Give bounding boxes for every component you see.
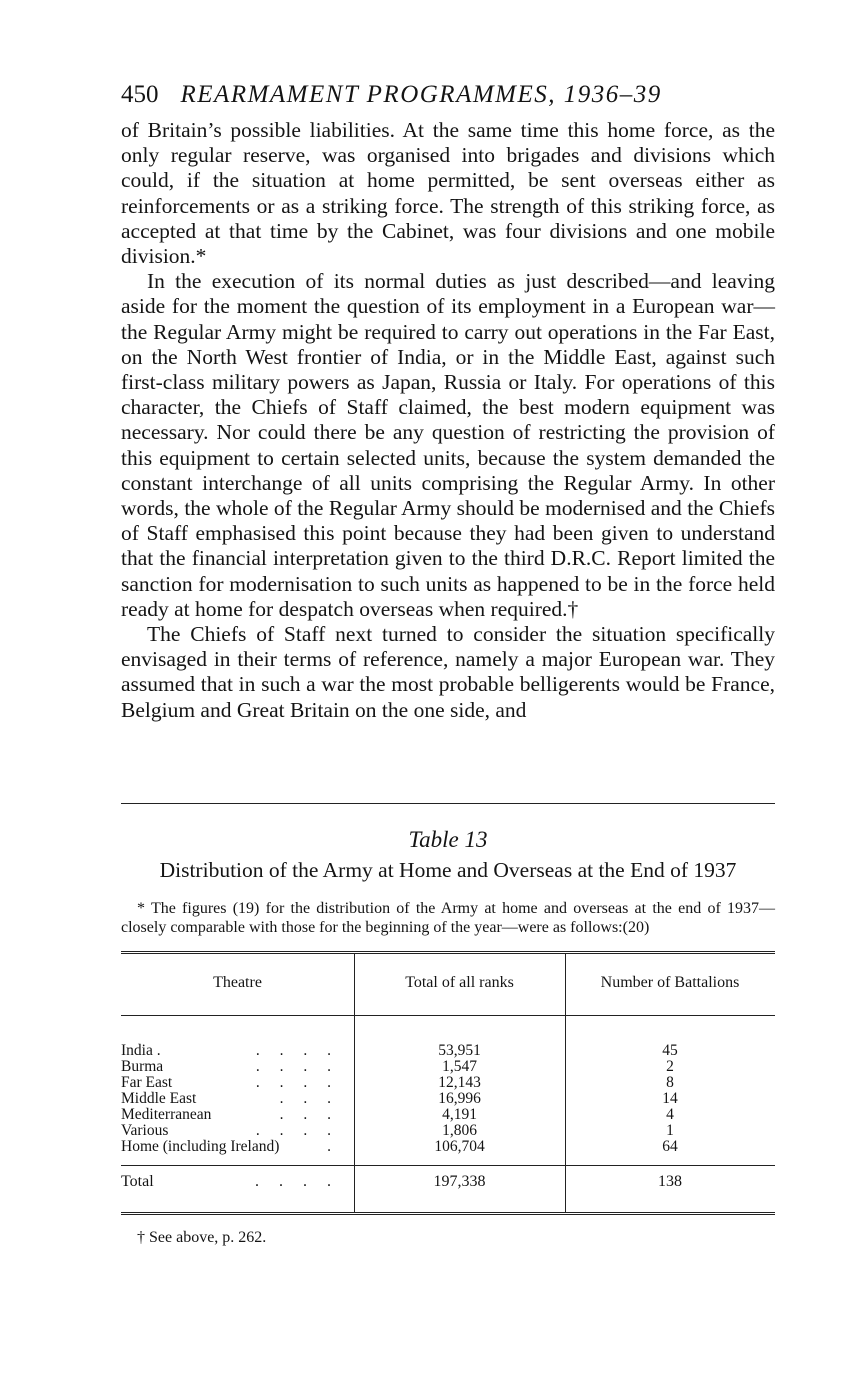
footnote-divider bbox=[121, 803, 775, 804]
cell-total: 12,143 bbox=[438, 1074, 481, 1091]
cell-theatre: Home (including Ireland) bbox=[121, 1138, 280, 1155]
cell-theatre: Middle East bbox=[121, 1090, 197, 1107]
leader-dots: . . . bbox=[279, 1106, 339, 1123]
cell-battalions: 45 bbox=[662, 1042, 678, 1059]
paragraph: In the execution of its normal duties as just described—and leaving aside for the moment the question of its employment in a European war—the Regular Army might be required to carry out operations in the Far East, on the North West frontier of India, or in the Middle East, against such first-class military powers as Japan, Russia or Italy. For operations of this character, the Chiefs of Staff claimed, the best modern equipment was necessary. Nor could there be any question of restricting the provision of this equipment to certain selected units, because the system demanded the constant interchange of all units comprising the Regular Army. In other words, the whole of the Regular Army should be modernised and the Chiefs of Staff emphasised this point because they had been given to understand that the financial interpretation given to the third D.R.C. Report limited the sanction for modernisation to such units as happened to be in the force held ready at home for despatch overseas when required.† bbox=[121, 269, 775, 621]
chapter-title: REARMAMENT PROGRAMMES, 1936–39 bbox=[180, 81, 662, 108]
cell-total: 197,338 bbox=[433, 1173, 486, 1190]
cell-theatre: India . bbox=[121, 1042, 161, 1059]
cell-theatre: Total bbox=[121, 1173, 154, 1190]
header-rule bbox=[121, 1015, 775, 1016]
cell-total: 1,547 bbox=[442, 1058, 477, 1075]
page-number: 450 bbox=[121, 81, 159, 108]
table-row bbox=[121, 1091, 775, 1107]
cell-total: 106,704 bbox=[434, 1138, 485, 1155]
table-row bbox=[121, 1043, 775, 1059]
table-row bbox=[121, 1075, 775, 1091]
cell-battalions: 64 bbox=[662, 1138, 678, 1155]
leader-dots: . . . . bbox=[255, 1042, 339, 1059]
army-distribution-table bbox=[121, 951, 775, 1215]
cell-theatre: Far East bbox=[121, 1074, 173, 1091]
cell-theatre: Various bbox=[121, 1122, 169, 1139]
cell-total: 4,191 bbox=[442, 1106, 477, 1123]
cell-battalions: 2 bbox=[666, 1058, 674, 1075]
table-number: Table 13 bbox=[408, 827, 488, 852]
page-footnote: † See above, p. 262. bbox=[137, 1229, 267, 1246]
table-total-row bbox=[121, 1174, 775, 1192]
table-footnote bbox=[121, 899, 775, 937]
cell-theatre: Burma bbox=[121, 1058, 164, 1075]
cell-total: 1,806 bbox=[442, 1122, 477, 1139]
header-theatre: Theatre bbox=[213, 974, 262, 991]
header-total-ranks: Total of all ranks bbox=[405, 974, 514, 991]
cell-battalions: 138 bbox=[658, 1173, 682, 1190]
cell-total: 53,951 bbox=[438, 1042, 481, 1059]
table-row bbox=[121, 1123, 775, 1139]
leader-dots: . bbox=[327, 1138, 339, 1155]
table-footnote-text: * The figures (19) for the distribution of the Army at home and overseas at the end of 1937—closely comparable with those for the beginning of the year—were as follows:(20) bbox=[121, 900, 775, 936]
running-head bbox=[121, 80, 761, 110]
table-body bbox=[121, 1043, 775, 1155]
table-caption: Distribution of the Army at Home and Overseas at the End of 1937 bbox=[159, 858, 737, 882]
leader-dots: . . . . bbox=[255, 1058, 339, 1075]
cell-total: 16,996 bbox=[438, 1090, 481, 1107]
cell-battalions: 8 bbox=[666, 1074, 674, 1091]
total-rule bbox=[121, 1165, 775, 1166]
table-row bbox=[121, 1139, 775, 1155]
cell-battalions: 14 bbox=[662, 1090, 678, 1107]
cell-theatre: Mediterranean bbox=[121, 1106, 212, 1123]
table-row bbox=[121, 1107, 775, 1123]
table-row bbox=[121, 1059, 775, 1075]
paragraph: of Britain’s possible liabilities. At the same time this home force, as the only regular reserve, was organised into brigades and divisions which could, if the situation at home permitted, be sent overseas either as reinforcements or as a striking force. The strength of this striking force, as accepted at that time by the Cabinet, was four divisions and one mobile division.* bbox=[121, 118, 775, 269]
paragraph: The Chiefs of Staff next turned to consider the situation specifically envisaged in their terms of reference, namely a major European war. They assumed that in such a war the most probable belligerents would be France, Belgium and Great Britain on the one side, and bbox=[121, 622, 775, 722]
leader-dots: . . . . bbox=[255, 1122, 339, 1139]
cell-battalions: 1 bbox=[666, 1122, 674, 1139]
leader-dots: . . . bbox=[279, 1090, 339, 1107]
leader-dots: . . . . bbox=[255, 1173, 339, 1190]
cell-battalions: 4 bbox=[666, 1106, 674, 1123]
body-text bbox=[121, 118, 775, 723]
leader-dots: . . . . bbox=[255, 1074, 339, 1091]
header-battalions: Number of Battalions bbox=[600, 974, 740, 991]
